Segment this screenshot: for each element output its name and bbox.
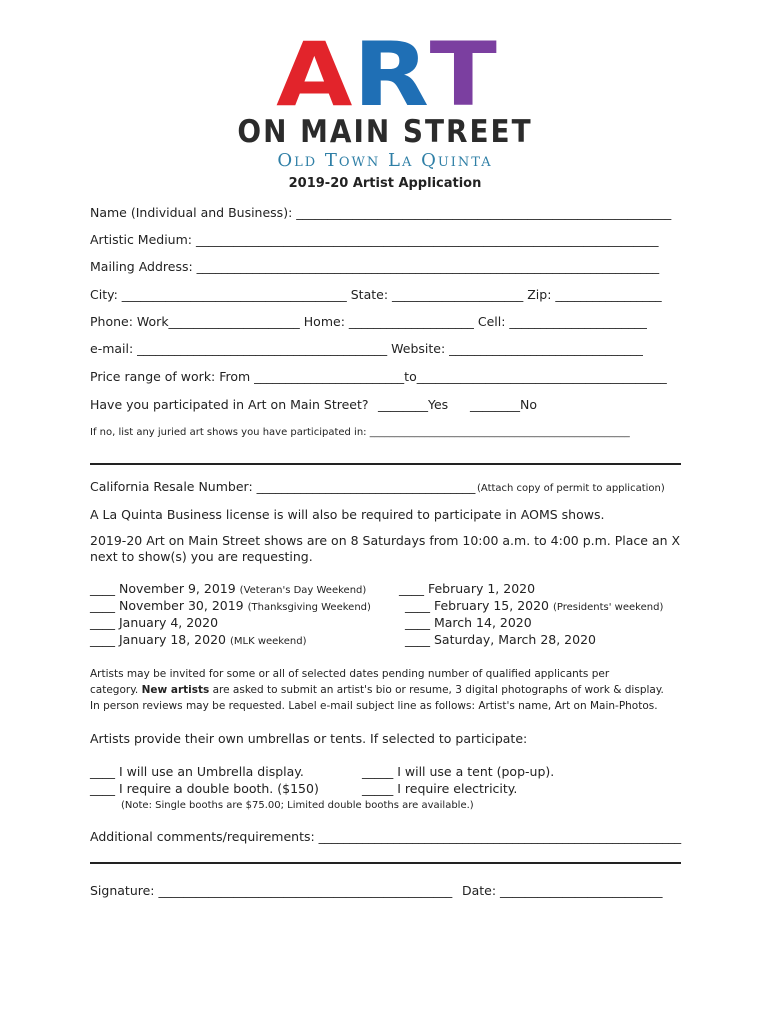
- date-note: (MLK weekend): [229, 636, 307, 647]
- logo-letter-a: A: [275, 23, 349, 126]
- invite-line-2-pre: category.: [90, 684, 139, 696]
- logo-main-text: ON MAIN STREET: [237, 114, 533, 150]
- participated-question: Have you participated in Art on Main Street?: [90, 397, 369, 412]
- city-state-zip-fields[interactable]: City: ____________________________________ State: _____________________ Zip: _________________: [90, 287, 662, 302]
- logo-letter-t: T: [430, 23, 494, 126]
- electricity-option[interactable]: _____ I require electricity.: [362, 781, 518, 796]
- email-website-fields[interactable]: e-mail: ________________________________________ Website: _______________________________: [90, 341, 643, 356]
- umbrella-intro: Artists provide their own umbrellas or tents. If selected to participate:: [90, 731, 528, 746]
- invite-line-3: In person reviews may be requested. Label e-mail subject line as follows: Artist's name, Art on Main-Photos.: [90, 700, 658, 712]
- date-label: ____ January 4, 2020: [90, 615, 219, 630]
- tent-option[interactable]: _____ I will use a tent (pop-up).: [362, 764, 555, 779]
- date-label: ____ February 1, 2020: [399, 581, 536, 596]
- invite-line-2: [90, 682, 664, 698]
- participated-no-field[interactable]: ________No: [470, 397, 537, 412]
- artistic-medium-field[interactable]: Artistic Medium: __________________________________________________________________________: [90, 232, 659, 247]
- double-booth-option[interactable]: ____ I require a double booth. ($150): [90, 781, 319, 796]
- date-label: ____ November 30, 2019: [90, 598, 244, 613]
- date-option-mar-14[interactable]: [405, 615, 532, 631]
- date-option-jan-18[interactable]: [90, 632, 306, 650]
- mailing-address-field[interactable]: Mailing Address: __________________________________________________________________________: [90, 259, 660, 274]
- resale-number-field[interactable]: California Resale Number: ___________________________________: [90, 479, 476, 494]
- date-note: (Veteran's Day Weekend): [239, 585, 367, 596]
- booth-price-note: (Note: Single booths are $75.00; Limited double booths are available.): [121, 800, 474, 811]
- art-on-main-street-logo: [0, 23, 770, 172]
- date-label: ____ Saturday, March 28, 2020: [405, 632, 596, 647]
- logo-letter-r: R: [352, 23, 426, 126]
- date-label: ____ November 9, 2019: [90, 581, 236, 596]
- section-divider: [90, 463, 681, 465]
- date-note: (Presidents' weekend): [553, 602, 664, 613]
- date-label: ____ January 18, 2020: [90, 632, 226, 647]
- date-option-nov-30[interactable]: [90, 598, 371, 616]
- phone-fields[interactable]: Phone: Work_____________________ Home: ____________________ Cell: ______________________: [90, 314, 647, 329]
- date-option-mar-28[interactable]: [405, 632, 596, 648]
- name-field[interactable]: Name (Individual and Business): ____________________________________________________________: [90, 205, 672, 220]
- resale-note: (Attach copy of permit to application): [477, 483, 665, 494]
- logo-sub-text: Old Town La Quinta: [277, 150, 493, 171]
- date-label: ____ February 15, 2020: [405, 598, 550, 613]
- participated-yes-field[interactable]: ________Yes: [378, 397, 449, 412]
- price-range-field[interactable]: Price range of work: From ________________________to________________________________________: [90, 369, 667, 384]
- new-artists-emphasis: New artists: [141, 684, 210, 696]
- date-option-feb-15[interactable]: [405, 598, 663, 616]
- comments-field[interactable]: Additional comments/requirements: __________________________________________________________: [90, 829, 682, 844]
- invite-line-1: Artists may be invited for some or all of selected dates pending number of qualified applicants per: [90, 668, 610, 680]
- shows-text-line-2: next to show(s) you are requesting.: [90, 549, 313, 564]
- juried-shows-field[interactable]: If no, list any juried art shows you have participated in: ____________________________________________________: [90, 427, 630, 438]
- date-option-jan-4[interactable]: [90, 615, 218, 631]
- date-label: ____ March 14, 2020: [405, 615, 532, 630]
- form-title: 2019-20 Artist Application: [288, 176, 482, 191]
- shows-text-line-1: 2019-20 Art on Main Street shows are on 8 Saturdays from 10:00 a.m. to 4:00 p.m. Place an X: [90, 533, 681, 548]
- umbrella-option[interactable]: ____ I will use an Umbrella display.: [90, 764, 304, 779]
- signature-field[interactable]: Signature: _______________________________________________: [90, 883, 453, 898]
- bottom-divider: [90, 862, 681, 864]
- date-option-nov-9[interactable]: [90, 581, 366, 599]
- date-option-feb-1[interactable]: [399, 581, 535, 597]
- invite-line-2-post: are asked to submit an artist's bio or resume, 3 digital photographs of work & display.: [212, 684, 664, 696]
- logo-art-letters: [274, 23, 497, 126]
- date-note: (Thanksgiving Weekend): [247, 602, 371, 613]
- license-text: A La Quinta Business license is will also be required to participate in AOMS shows.: [90, 507, 605, 522]
- date-field[interactable]: Date: __________________________: [462, 883, 663, 898]
